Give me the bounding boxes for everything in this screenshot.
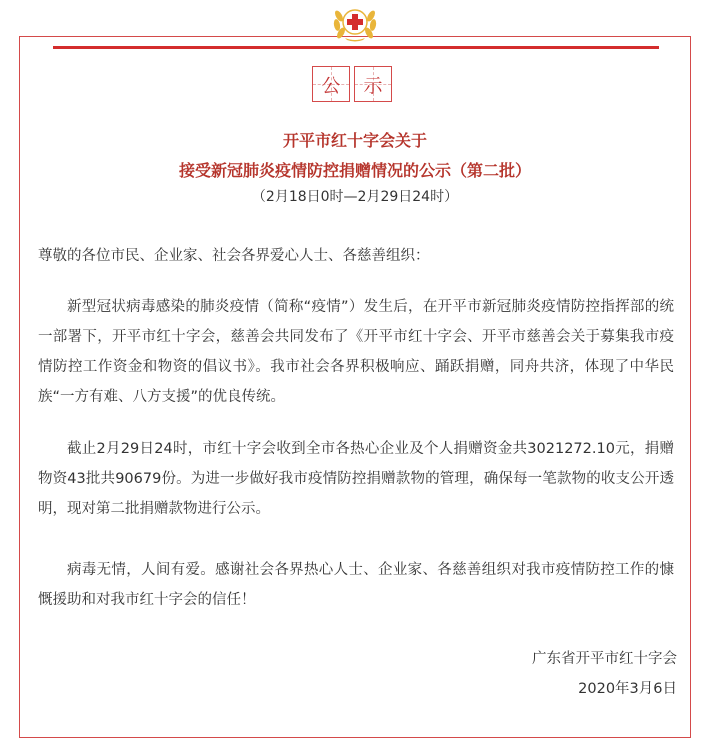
signature-date: 2020年3月6日 bbox=[578, 681, 677, 697]
date-range-subtitle: （2月18日0时—2月29日24时） bbox=[251, 189, 459, 205]
paragraph: 截止2月29日24时，市红十字会收到全市各热心企业及个人捐赠资金共3021272.10元，捐赠物资43批共90679份。为进一步做好我市疫情防控捐赠款物的管理，确保每一笔款物的收支公开透明，现对第二批捐赠款物进行公示。 bbox=[38, 441, 674, 517]
salutation: 尊敬的各位市民、企业家、社会各界爱心人士、各慈善组织： bbox=[38, 248, 430, 264]
title-line-1: 开平市红十字会关于 bbox=[282, 131, 427, 150]
header-rule bbox=[53, 46, 659, 49]
paragraph: 病毒无情，人间有爱。感谢社会各界热心人士、企业家、各慈善组织对我市疫情防控工作的慷慨援助和对我市红十字会的信任！ bbox=[38, 562, 674, 608]
notice-char-box: 示 bbox=[354, 66, 392, 102]
notice-char-box: 公 bbox=[312, 66, 350, 102]
red-cross-emblem-icon bbox=[330, 2, 380, 42]
notice-label bbox=[312, 66, 396, 102]
paragraph: 新型冠状病毒感染的肺炎疫情（简称“疫情”）发生后，在开平市新冠肺炎疫情防控指挥部的统一部署下，开平市红十字会，慈善会共同发布了《开平市红十字会、开平市慈善会关于募集我市疫情防控工作资金和物资的倡议书》。我市社会各界积极响应、踊跃捐赠，同舟共济，体现了中华民族“一方有难、八方支援”的优良传统。 bbox=[38, 299, 674, 405]
title-line-2: 接受新冠肺炎疫情防控捐赠情况的公示（第二批） bbox=[178, 161, 531, 180]
signature: 广东省开平市红十字会 bbox=[532, 651, 677, 667]
